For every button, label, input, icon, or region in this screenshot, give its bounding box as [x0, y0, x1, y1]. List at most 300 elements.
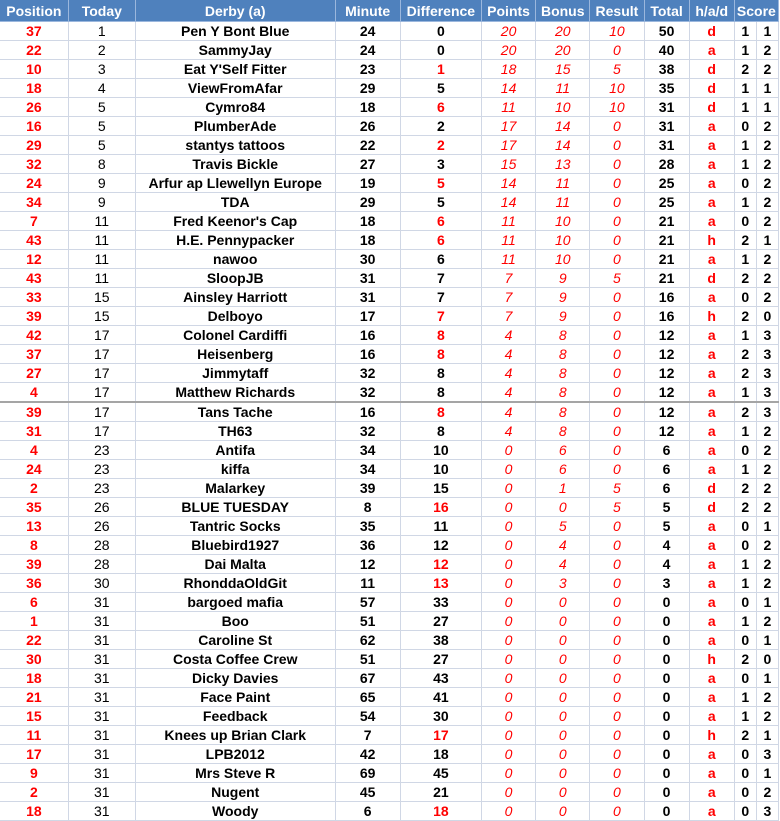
cell-today: 9: [68, 193, 135, 212]
cell-difference: 8: [400, 402, 481, 422]
cell-today: 31: [68, 745, 135, 764]
cell-position: 13: [0, 517, 68, 536]
cell-today: 28: [68, 555, 135, 574]
cell-minute: 39: [335, 479, 400, 498]
cell-score-away: 2: [756, 555, 778, 574]
cell-had: a: [689, 250, 734, 269]
cell-result: 0: [590, 593, 644, 612]
table-row[interactable]: [0, 383, 779, 403]
table-row[interactable]: [0, 631, 779, 650]
cell-position: 18: [0, 669, 68, 688]
cell-points: 20: [481, 22, 535, 41]
cell-bonus: 0: [536, 631, 590, 650]
table-row[interactable]: [0, 136, 779, 155]
cell-score-home: 1: [734, 41, 756, 60]
cell-had: a: [689, 631, 734, 650]
cell-today: 9: [68, 174, 135, 193]
cell-result: 0: [590, 117, 644, 136]
cell-derby-name: Mrs Steve R: [135, 764, 335, 783]
cell-derby-name: nawoo: [135, 250, 335, 269]
cell-points: 4: [481, 383, 535, 403]
cell-points: 0: [481, 555, 535, 574]
cell-bonus: 13: [536, 155, 590, 174]
cell-score-home: 0: [734, 783, 756, 802]
cell-had: a: [689, 688, 734, 707]
cell-points: 0: [481, 479, 535, 498]
cell-position: 10: [0, 60, 68, 79]
cell-had: a: [689, 764, 734, 783]
cell-position: 26: [0, 98, 68, 117]
table-row[interactable]: [0, 231, 779, 250]
cell-difference: 1: [400, 60, 481, 79]
cell-points: 11: [481, 212, 535, 231]
cell-position: 11: [0, 726, 68, 745]
cell-derby-name: Nugent: [135, 783, 335, 802]
cell-today: 23: [68, 479, 135, 498]
cell-difference: 8: [400, 326, 481, 345]
cell-minute: 30: [335, 250, 400, 269]
cell-difference: 13: [400, 574, 481, 593]
cell-score-home: 0: [734, 593, 756, 612]
table-row[interactable]: [0, 307, 779, 326]
cell-minute: 51: [335, 612, 400, 631]
cell-score-home: 1: [734, 383, 756, 403]
table-row[interactable]: [0, 422, 779, 441]
cell-points: 0: [481, 593, 535, 612]
cell-today: 17: [68, 383, 135, 403]
cell-result: 0: [590, 726, 644, 745]
cell-result: 0: [590, 174, 644, 193]
header-minute[interactable]: Minute: [335, 0, 400, 22]
cell-points: 0: [481, 745, 535, 764]
cell-total: 0: [644, 764, 689, 783]
header-difference[interactable]: Difference: [400, 0, 481, 22]
cell-minute: 16: [335, 345, 400, 364]
cell-score-home: 2: [734, 364, 756, 383]
cell-had: a: [689, 555, 734, 574]
cell-minute: 18: [335, 231, 400, 250]
cell-score-home: 1: [734, 326, 756, 345]
cell-points: 11: [481, 98, 535, 117]
cell-total: 31: [644, 98, 689, 117]
cell-position: 18: [0, 79, 68, 98]
cell-derby-name: Malarkey: [135, 479, 335, 498]
cell-result: 0: [590, 574, 644, 593]
cell-minute: 29: [335, 79, 400, 98]
header-position[interactable]: Position: [0, 0, 68, 22]
cell-minute: 32: [335, 422, 400, 441]
cell-derby-name: Knees up Brian Clark: [135, 726, 335, 745]
cell-score-away: 1: [756, 764, 778, 783]
cell-total: 28: [644, 155, 689, 174]
cell-points: 7: [481, 307, 535, 326]
cell-derby-name: Boo: [135, 612, 335, 631]
cell-total: 5: [644, 517, 689, 536]
cell-score-home: 0: [734, 212, 756, 231]
cell-derby-name: stantys tattoos: [135, 136, 335, 155]
cell-total: 0: [644, 802, 689, 821]
cell-today: 2: [68, 41, 135, 60]
cell-position: 2: [0, 479, 68, 498]
cell-today: 17: [68, 402, 135, 422]
cell-derby-name: Matthew Richards: [135, 383, 335, 403]
table-row[interactable]: [0, 726, 779, 745]
cell-bonus: 10: [536, 250, 590, 269]
cell-points: 0: [481, 783, 535, 802]
header-today[interactable]: Today: [68, 0, 135, 22]
table-row[interactable]: [0, 98, 779, 117]
cell-difference: 15: [400, 479, 481, 498]
cell-derby-name: kiffa: [135, 460, 335, 479]
cell-difference: 10: [400, 441, 481, 460]
cell-derby-name: Bluebird1927: [135, 536, 335, 555]
cell-points: 14: [481, 193, 535, 212]
cell-score-home: 1: [734, 460, 756, 479]
table-row[interactable]: [0, 155, 779, 174]
cell-minute: 69: [335, 764, 400, 783]
cell-today: 17: [68, 422, 135, 441]
cell-result: 0: [590, 345, 644, 364]
cell-result: 0: [590, 212, 644, 231]
table-row[interactable]: [0, 288, 779, 307]
cell-points: 4: [481, 402, 535, 422]
cell-minute: 27: [335, 155, 400, 174]
cell-bonus: 8: [536, 326, 590, 345]
cell-derby-name: RhonddaOldGit: [135, 574, 335, 593]
cell-result: 0: [590, 250, 644, 269]
table-row[interactable]: [0, 212, 779, 231]
cell-bonus: 0: [536, 688, 590, 707]
table-row[interactable]: [0, 707, 779, 726]
cell-score-home: 2: [734, 345, 756, 364]
header-result[interactable]: Result: [590, 0, 644, 22]
cell-difference: 2: [400, 117, 481, 136]
cell-score-away: 2: [756, 612, 778, 631]
cell-bonus: 5: [536, 517, 590, 536]
cell-had: a: [689, 574, 734, 593]
cell-total: 16: [644, 307, 689, 326]
cell-score-away: 2: [756, 193, 778, 212]
cell-total: 0: [644, 745, 689, 764]
cell-difference: 27: [400, 650, 481, 669]
cell-had: d: [689, 498, 734, 517]
cell-total: 0: [644, 612, 689, 631]
cell-result: 0: [590, 402, 644, 422]
cell-position: 30: [0, 650, 68, 669]
cell-today: 31: [68, 783, 135, 802]
cell-points: 15: [481, 155, 535, 174]
cell-total: 6: [644, 479, 689, 498]
cell-score-home: 0: [734, 631, 756, 650]
cell-bonus: 3: [536, 574, 590, 593]
cell-difference: 10: [400, 460, 481, 479]
cell-today: 5: [68, 136, 135, 155]
cell-derby-name: Dai Malta: [135, 555, 335, 574]
table-row[interactable]: [0, 650, 779, 669]
cell-had: a: [689, 41, 734, 60]
cell-score-home: 1: [734, 555, 756, 574]
cell-position: 12: [0, 250, 68, 269]
cell-bonus: 0: [536, 498, 590, 517]
cell-derby-name: ViewFromAfar: [135, 79, 335, 98]
cell-derby-name: Dicky Davies: [135, 669, 335, 688]
cell-result: 0: [590, 41, 644, 60]
cell-points: 0: [481, 498, 535, 517]
cell-score-home: 1: [734, 422, 756, 441]
cell-derby-name: Woody: [135, 802, 335, 821]
cell-today: 1: [68, 22, 135, 41]
cell-score-away: 3: [756, 802, 778, 821]
cell-score-away: 2: [756, 174, 778, 193]
header-score[interactable]: Score: [734, 0, 778, 22]
cell-bonus: 8: [536, 402, 590, 422]
header-bonus[interactable]: Bonus: [536, 0, 590, 22]
cell-today: 8: [68, 155, 135, 174]
cell-minute: 16: [335, 326, 400, 345]
table-row[interactable]: [0, 269, 779, 288]
table-row[interactable]: [0, 79, 779, 98]
cell-result: 0: [590, 326, 644, 345]
table-row[interactable]: [0, 764, 779, 783]
cell-result: 0: [590, 517, 644, 536]
table-row[interactable]: [0, 593, 779, 612]
cell-difference: 38: [400, 631, 481, 650]
cell-score-home: 2: [734, 60, 756, 79]
cell-total: 50: [644, 22, 689, 41]
table-row[interactable]: [0, 250, 779, 269]
cell-points: 7: [481, 269, 535, 288]
cell-bonus: 11: [536, 79, 590, 98]
cell-score-away: 1: [756, 631, 778, 650]
cell-position: 22: [0, 41, 68, 60]
cell-result: 5: [590, 60, 644, 79]
cell-score-away: 2: [756, 498, 778, 517]
table-row[interactable]: [0, 174, 779, 193]
cell-score-home: 1: [734, 79, 756, 98]
cell-minute: 35: [335, 517, 400, 536]
cell-score-home: 0: [734, 745, 756, 764]
table-row[interactable]: [0, 345, 779, 364]
table-row[interactable]: [0, 802, 779, 821]
cell-had: a: [689, 383, 734, 403]
cell-today: 23: [68, 460, 135, 479]
cell-minute: 18: [335, 212, 400, 231]
cell-minute: 36: [335, 536, 400, 555]
cell-difference: 7: [400, 269, 481, 288]
cell-minute: 7: [335, 726, 400, 745]
cell-result: 0: [590, 307, 644, 326]
cell-bonus: 15: [536, 60, 590, 79]
cell-position: 36: [0, 574, 68, 593]
cell-today: 31: [68, 650, 135, 669]
cell-difference: 33: [400, 593, 481, 612]
cell-points: 0: [481, 650, 535, 669]
cell-total: 12: [644, 422, 689, 441]
cell-score-home: 1: [734, 250, 756, 269]
cell-total: 12: [644, 402, 689, 422]
cell-derby-name: Tans Tache: [135, 402, 335, 422]
cell-position: 29: [0, 136, 68, 155]
cell-total: 0: [644, 631, 689, 650]
cell-today: 28: [68, 536, 135, 555]
cell-bonus: 9: [536, 269, 590, 288]
cell-position: 24: [0, 174, 68, 193]
table-row[interactable]: [0, 117, 779, 136]
cell-today: 17: [68, 326, 135, 345]
cell-position: 43: [0, 269, 68, 288]
cell-had: a: [689, 422, 734, 441]
cell-bonus: 8: [536, 345, 590, 364]
table-row[interactable]: [0, 22, 779, 41]
table-row[interactable]: [0, 669, 779, 688]
cell-total: 12: [644, 326, 689, 345]
cell-difference: 7: [400, 288, 481, 307]
cell-had: d: [689, 79, 734, 98]
cell-total: 31: [644, 117, 689, 136]
cell-minute: 31: [335, 288, 400, 307]
cell-had: a: [689, 707, 734, 726]
cell-score-away: 3: [756, 402, 778, 422]
cell-position: 42: [0, 326, 68, 345]
table-row[interactable]: [0, 460, 779, 479]
cell-had: a: [689, 802, 734, 821]
header-derby[interactable]: Derby (a): [135, 0, 335, 22]
table-row[interactable]: [0, 441, 779, 460]
cell-score-home: 1: [734, 688, 756, 707]
cell-had: h: [689, 650, 734, 669]
cell-result: 0: [590, 460, 644, 479]
cell-bonus: 20: [536, 22, 590, 41]
cell-score-away: 2: [756, 422, 778, 441]
cell-derby-name: Fred Keenor's Cap: [135, 212, 335, 231]
cell-difference: 0: [400, 41, 481, 60]
cell-difference: 7: [400, 307, 481, 326]
cell-total: 6: [644, 460, 689, 479]
cell-had: a: [689, 612, 734, 631]
cell-result: 0: [590, 536, 644, 555]
cell-minute: 34: [335, 441, 400, 460]
cell-bonus: 0: [536, 612, 590, 631]
cell-total: 38: [644, 60, 689, 79]
cell-derby-name: Jimmytaff: [135, 364, 335, 383]
table-row[interactable]: [0, 517, 779, 536]
cell-result: 5: [590, 479, 644, 498]
cell-minute: 29: [335, 193, 400, 212]
cell-position: 24: [0, 460, 68, 479]
table-row[interactable]: [0, 536, 779, 555]
cell-difference: 6: [400, 231, 481, 250]
table-row[interactable]: [0, 612, 779, 631]
cell-total: 25: [644, 193, 689, 212]
cell-score-away: 1: [756, 726, 778, 745]
cell-had: a: [689, 517, 734, 536]
cell-derby-name: Feedback: [135, 707, 335, 726]
cell-derby-name: BLUE TUESDAY: [135, 498, 335, 517]
cell-today: 31: [68, 593, 135, 612]
cell-result: 0: [590, 631, 644, 650]
cell-minute: 51: [335, 650, 400, 669]
table-row[interactable]: [0, 364, 779, 383]
table-row[interactable]: [0, 498, 779, 517]
cell-difference: 8: [400, 345, 481, 364]
cell-points: 0: [481, 631, 535, 650]
cell-difference: 2: [400, 136, 481, 155]
cell-points: 4: [481, 364, 535, 383]
table-row[interactable]: [0, 326, 779, 345]
cell-minute: 32: [335, 383, 400, 403]
table-row[interactable]: [0, 193, 779, 212]
cell-minute: 23: [335, 60, 400, 79]
cell-points: 0: [481, 726, 535, 745]
cell-position: 34: [0, 193, 68, 212]
cell-score-away: 3: [756, 383, 778, 403]
table-row[interactable]: [0, 41, 779, 60]
cell-total: 12: [644, 364, 689, 383]
cell-position: 37: [0, 345, 68, 364]
table-row[interactable]: [0, 574, 779, 593]
cell-had: d: [689, 22, 734, 41]
cell-had: a: [689, 288, 734, 307]
cell-position: 27: [0, 364, 68, 383]
cell-bonus: 1: [536, 479, 590, 498]
cell-derby-name: TDA: [135, 193, 335, 212]
cell-today: 31: [68, 669, 135, 688]
cell-derby-name: Cymro84: [135, 98, 335, 117]
cell-today: 11: [68, 269, 135, 288]
table-row[interactable]: [0, 555, 779, 574]
cell-had: d: [689, 269, 734, 288]
table-row[interactable]: [0, 783, 779, 802]
cell-points: 18: [481, 60, 535, 79]
cell-bonus: 8: [536, 364, 590, 383]
header-row: [0, 0, 779, 22]
cell-difference: 8: [400, 422, 481, 441]
cell-had: a: [689, 155, 734, 174]
cell-minute: 11: [335, 574, 400, 593]
cell-position: 33: [0, 288, 68, 307]
cell-today: 15: [68, 288, 135, 307]
cell-total: 21: [644, 231, 689, 250]
cell-points: 0: [481, 460, 535, 479]
table-row[interactable]: [0, 745, 779, 764]
cell-score-away: 1: [756, 517, 778, 536]
cell-difference: 18: [400, 745, 481, 764]
table-row[interactable]: [0, 60, 779, 79]
cell-score-home: 2: [734, 498, 756, 517]
cell-score-home: 2: [734, 726, 756, 745]
cell-score-away: 1: [756, 669, 778, 688]
table-row[interactable]: [0, 402, 779, 422]
cell-position: 6: [0, 593, 68, 612]
header-total[interactable]: Total: [644, 0, 689, 22]
table-row[interactable]: [0, 688, 779, 707]
cell-score-away: 1: [756, 231, 778, 250]
header-points[interactable]: Points: [481, 0, 535, 22]
header-had[interactable]: h/a/d: [689, 0, 734, 22]
cell-difference: 30: [400, 707, 481, 726]
cell-score-home: 0: [734, 517, 756, 536]
cell-result: 0: [590, 783, 644, 802]
cell-score-home: 0: [734, 536, 756, 555]
cell-derby-name: Antifa: [135, 441, 335, 460]
table-row[interactable]: [0, 479, 779, 498]
cell-score-away: 2: [756, 41, 778, 60]
cell-points: 0: [481, 688, 535, 707]
cell-had: a: [689, 174, 734, 193]
cell-score-home: 1: [734, 155, 756, 174]
cell-difference: 41: [400, 688, 481, 707]
cell-total: 12: [644, 383, 689, 403]
